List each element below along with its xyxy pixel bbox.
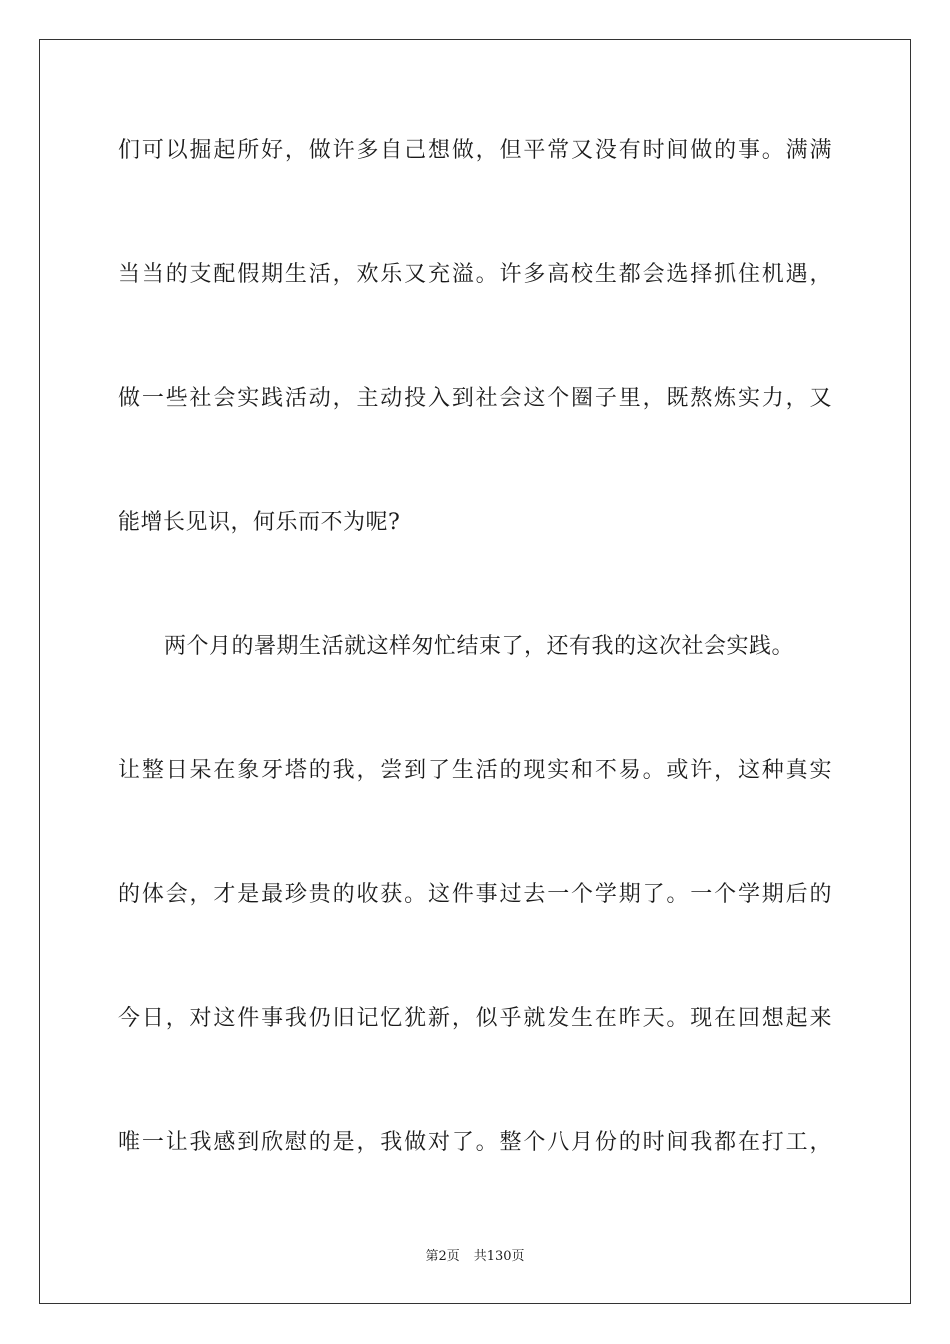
body-line-5-paragraph-start: 两个月的暑期生活就这样匆忙结束了，还有我的这次社会实践。 <box>164 634 795 659</box>
body-line-6: 让整日呆在象牙塔的我，尝到了生活的现实和不易。或许，这种真实 <box>118 758 832 783</box>
body-line-1: 们可以掘起所好，做许多自己想做，但平常又没有时间做的事。满满 <box>118 138 832 163</box>
body-line-9: 唯一让我感到欣慰的是，我做对了。整个八月份的时间我都在打工， <box>118 1130 832 1155</box>
body-line-8: 今日，对这件事我仍旧记忆犹新，似乎就发生在昨天。现在回想起来 <box>118 1006 832 1031</box>
body-line-3: 做一些社会实践活动，主动投入到社会这个圈子里，既熬炼实力，又 <box>118 386 832 411</box>
page-number: 第2页 <box>425 1249 460 1264</box>
total-pages: 共130页 <box>473 1249 525 1264</box>
page-footer <box>0 1248 950 1266</box>
body-line-4: 能增长见识，何乐而不为呢? <box>118 510 401 535</box>
body-line-2: 当当的支配假期生活，欢乐又充溢。许多高校生都会选择抓住机遇， <box>118 262 832 287</box>
page-border <box>39 39 911 1304</box>
body-line-7: 的体会，才是最珍贵的收获。这件事过去一个学期了。一个学期后的 <box>118 882 832 907</box>
